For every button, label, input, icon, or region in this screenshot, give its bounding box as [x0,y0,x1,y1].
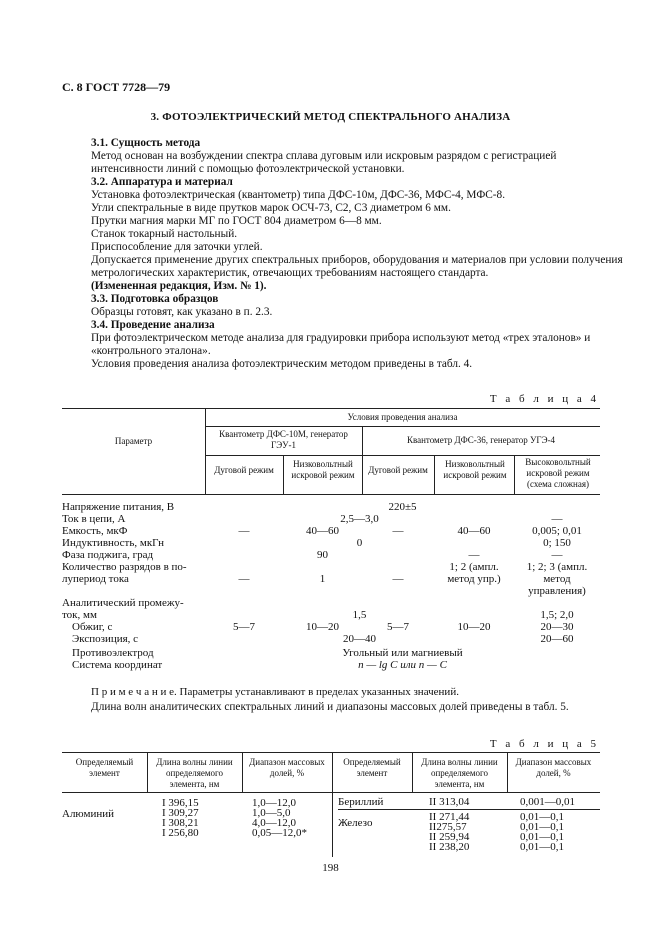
t4-gap-param-1: Аналитический промежу- [62,597,184,609]
table4 [62,408,600,658]
body-text [91,137,623,371]
s32-title: 3.2. Аппаратура и материал [91,176,233,188]
t4-ind-value: 0 [356,537,363,549]
s34-p1: При фотоэлектрическом методе анализа для градуировки прибора используют метод «трех эталонов» и «контрольного эталона». [91,332,591,357]
t4-coord-value: n — lg C или n — C [358,659,447,671]
t5-fe-wl: II275,57 [429,821,467,833]
s32-line-1: Установка фотоэлектрическая (квантометр) типа ДФС-10м, ДФС-36, МФС-4, МФС-8. [91,189,506,201]
t5-al-wl: I 396,15 [162,797,199,809]
t4-count-hs-1: 1; 2; 3 (ампл. [526,561,588,573]
t4-count-ls1: 1 [319,573,326,585]
t4-exp-value: 20—40 [343,633,376,645]
t5-h-wl: Длина волны линии определяемого элемента, нм [156,757,233,789]
t4-count-ls2-1: 1; 2 (ампл. [449,561,499,573]
t4-gap-param-2: ток, мм [62,609,97,621]
s32-line-6: Допускается применение других спектральных приборов, оборудования и материалов при условии получения метрологических характеристик, отвечающих требованиям настоящего стандарта. [91,254,623,279]
table4-label: Т а б л и ц а 4 [489,393,599,405]
t4-phase-param: Фаза поджига, град [62,549,154,561]
t4-count-hs-2: метод [543,573,571,585]
t5-h-range: Диапазон массовых долей, % [249,757,325,778]
t5-h-wl2: Длина волны линии определяемого элемента, нм [421,757,498,789]
t5-al-wl: I 256,80 [162,827,199,839]
t5-h-el2: Определяемый элемент [343,757,401,778]
t5-aluminium: Алюминий [62,808,115,820]
t4-count-arc1: — [238,573,250,585]
t4-cap-arc1: — [238,525,250,537]
s31-title: 3.1. Сущность метода [91,137,201,149]
t4-cap-hs: 0,005; 0,01 [532,525,582,537]
t5-be-wl: II 313,04 [429,796,470,808]
s32-note: (Измененная редакция, Изм. № 1). [91,280,267,292]
t5-al-range: 1,0—12,0 [252,797,296,809]
table4-note: П р и м е ч а н и е. Параметры устанавливают в пределах указанных значений. [91,686,459,698]
t4-h-param: Параметр [114,436,153,446]
t4-count-param-2: лупериод тока [62,573,129,585]
t4-count-param-1: Количество разрядов в по- [62,561,187,573]
t4-phase-value: 90 [317,549,328,561]
t5-h-el: Определяемый элемент [75,757,134,778]
t5-fe-range: 0,01—0,1 [520,811,564,823]
page-number: 198 [322,862,339,874]
s32-line-2: Угли спектральные в виде прутков марок ОСЧ-73, С2, С3 диаметром 6 мм. [91,202,451,214]
t4-phase-ls2: — [468,549,480,561]
t4-h-arc1: Дуговой режим [214,465,274,475]
s32-line-3: Прутки магния марки МГ по ГОСТ 804 диаметром 6—8 мм. [91,215,382,227]
t4-burn-ls1: 10—20 [306,621,339,633]
t4-phase-hs: — [551,549,563,561]
t4-voltage-param: Напряжение питания, В [62,501,175,513]
para-table5: Длина волн аналитических спектральных линий и диапазоны массовых долей приведены в табл. 5. [91,701,569,713]
t4-ind-param: Индуктивность, мкГн [62,537,165,549]
t4-gap-hs: 1,5; 2,0 [540,609,574,621]
t4-burn-hs: 20—30 [540,621,574,633]
t4-current-hs: — [551,513,563,525]
t4-cap-param: Емкость, мкФ [62,525,128,537]
section-title: 3. ФОТОЭЛЕКТРИЧЕСКИЙ МЕТОД СПЕКТРАЛЬНОГО АНАЛИЗА [150,111,511,123]
t4-elec-param: Противоэлектрод [72,647,154,659]
t4-current-param: Ток в цепи, А [62,513,126,525]
s32-line-5: Приспособление для заточки углей. [91,241,263,253]
t4-voltage-value: 220±5 [388,501,417,513]
t4-burn-param: Обжиг, с [72,621,113,633]
s31-text: Метод основан на возбуждении спектра сплава дуговым или искровым разрядом с регистрацией интенсивности линий с помощью фотоэлектрической установки. [91,150,557,175]
t4-h-cond: Условия проведения анализа [347,412,458,422]
t4-current-value: 2,5—3,0 [340,513,379,525]
t4-burn-ls2: 10—20 [457,621,491,633]
t4-gap-value: 1,5 [352,609,367,621]
t5-fe-wl: II 259,94 [429,831,470,843]
t5-al-range: 1,0—5,0 [252,807,291,819]
t5-al-wl: I 308,21 [162,817,199,829]
t4-cap-ls2: 40—60 [457,525,491,537]
t5-h-range2: Диапазон массовых долей, % [515,757,592,778]
t4-exp-param: Экспозиция, с [72,633,139,645]
t5-be-range: 0,001—0,01 [520,796,575,808]
t4-ind-hs: 0; 150 [543,537,571,549]
t4-cap-arc2: — [392,525,404,537]
t4-h-lowspark1: Низковольтный искровой режим [291,459,355,480]
t5-fe-wl: II 271,44 [429,811,470,823]
t4-coord-param: Система координат [72,659,163,671]
t4-h-dfs10: Квантометр ДФС-10М, генератор ГЭУ-1 [219,429,348,450]
s34-title: 3.4. Проведение анализа [91,319,215,331]
t4-elec-value: Угольный или магниевый [342,647,463,659]
t5-al-range: 0,05—12,0* [252,827,307,839]
t5-fe-range: 0,01—0,1 [520,841,564,853]
s33-title: 3.3. Подготовка образцов [91,293,219,305]
table5-label: Т а б л и ц а 5 [489,738,599,750]
t4-count-ls2-2: метод упр.) [447,573,501,585]
s33-text: Образцы готовят, как указано в п. 2.3. [91,306,273,318]
t4-burn-arc2: 5—7 [387,621,409,633]
t4-burn-arc1: 5—7 [233,621,255,633]
t4-h-dfs36: Квантометр ДФС-36, генератор УГЭ-4 [406,435,556,445]
t5-al-wl: I 309,27 [162,807,199,819]
t5-fe-wl: II 238,20 [429,841,470,853]
t5-al-range: 4,0—12,0 [252,817,296,829]
t5-beryllium: Бериллий [338,796,384,808]
t4-count-hs-3: управления) [528,585,586,597]
t4-exp-hs: 20—60 [540,633,574,645]
table5 [62,752,600,857]
s34-p2: Условия проведения анализа фотоэлектрическим методом приведены в табл. 4. [91,358,473,370]
t4-h-lowspark2: Низковольтный искровой режим [443,459,507,480]
t5-fe-range: 0,01—0,1 [520,821,564,833]
t4-cap-ls1: 40—60 [306,525,339,537]
page-header: С. 8 ГОСТ 7728—79 [62,80,171,94]
t4-h-arc2: Дуговой режим [368,465,428,475]
t4-h-highspark: Высоковольтный искровой режим (схема сложная) [525,457,591,489]
s32-line-4: Станок токарный настольный. [91,228,238,240]
t4-count-arc2: — [392,573,404,585]
t5-fe-range: 0,01—0,1 [520,831,564,843]
t5-iron: Железо [338,817,373,829]
